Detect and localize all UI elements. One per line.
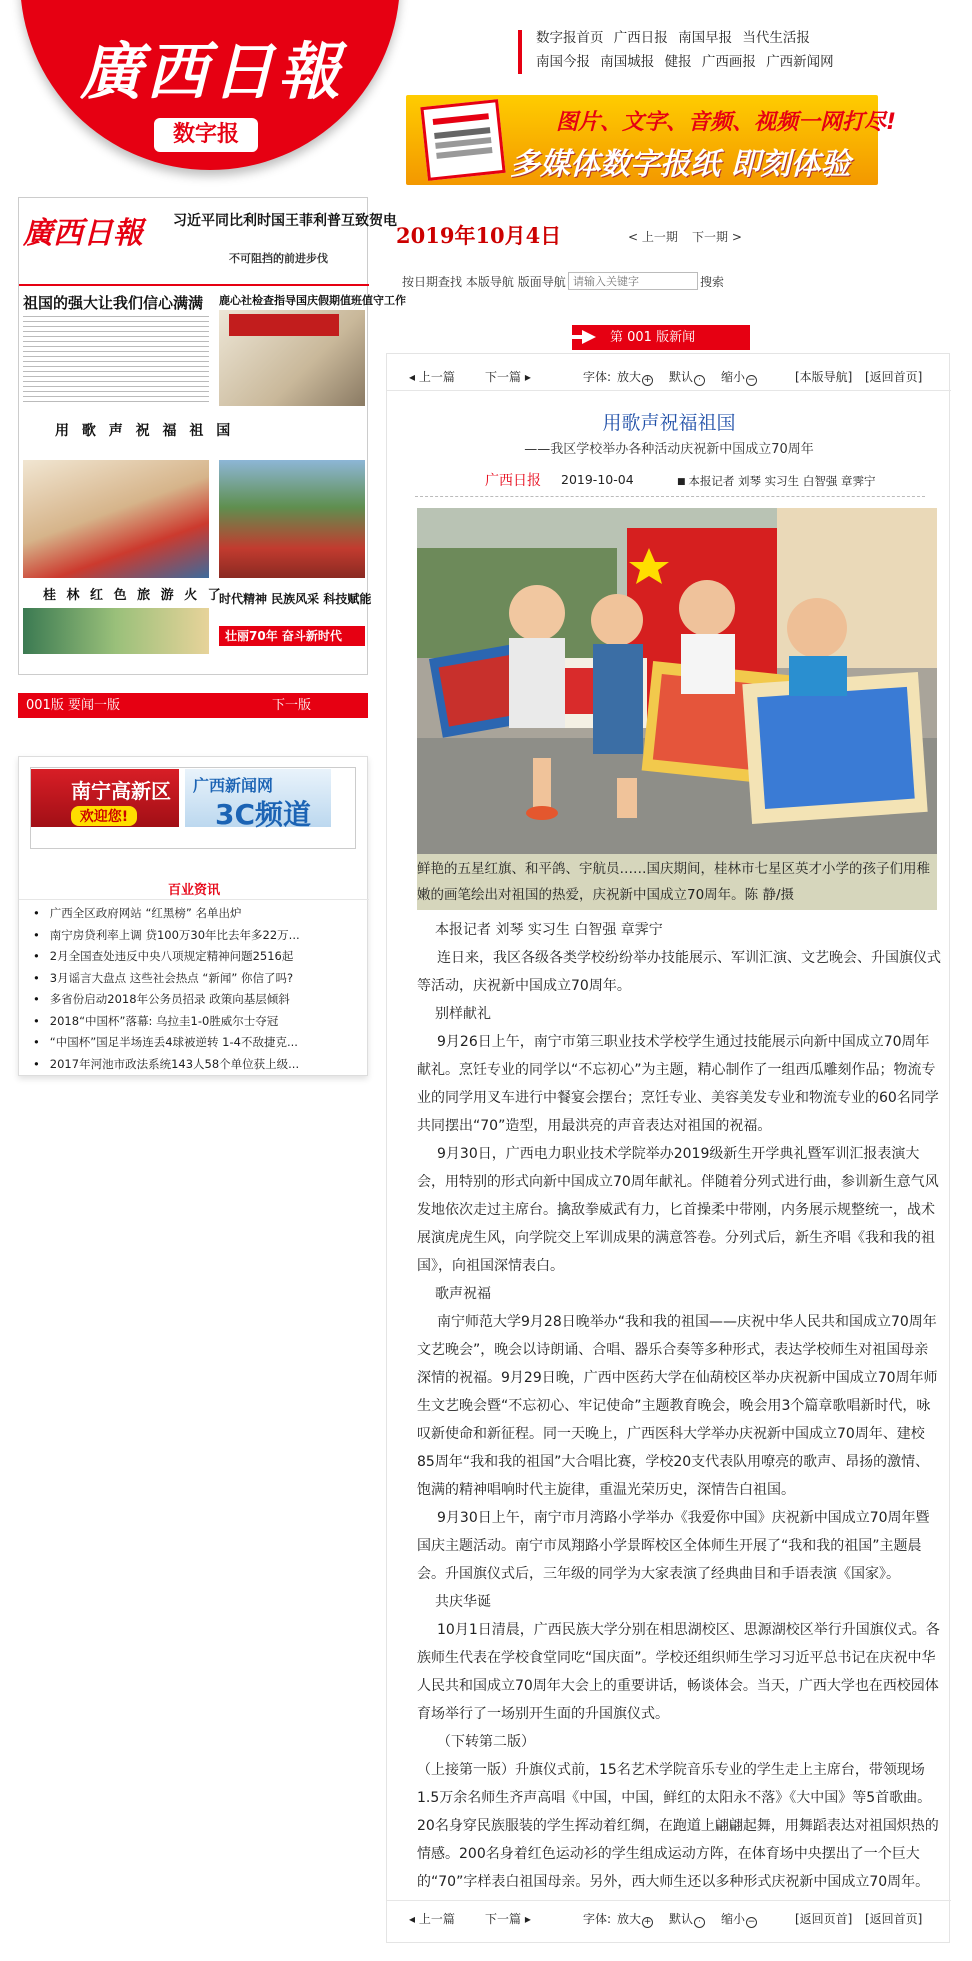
thumb-tags: 时代精神 民族风采 科技赋能 [219,592,372,606]
article-date: 2019-10-04 [561,472,634,487]
section-subheading: 共庆华诞 [435,1594,491,1610]
thumb-feature-title: 用 歌 声 祝 福 祖 国 [55,423,235,439]
font-large-label: 放大 [617,1912,642,1926]
article-panel [386,353,950,1943]
article-paragraph: 10月1日清晨，广西民族大学分别在相思湖校区、思源湖校区举行升国旗仪式。各族师生代表在学校食堂同吃“国庆面”。学校还组织师生学习习近平总书记在庆祝中华人民共和国成立70周年大会上的重要讲话，畅谈体会。当天，广西大学也在西校园体育场举行了一场别开生面的升国旗仪式。 [417,1622,940,1722]
header-links-row-1 [536,26,816,46]
multimedia-banner[interactable] [406,95,897,185]
next-article-label: 下一篇 [485,370,522,384]
gxnews-3c-ad[interactable] [185,769,331,831]
edition-nav-link[interactable]: 本版导航 [465,275,514,289]
article-body [417,916,941,1896]
prev-article-label: 上一篇 [418,1912,455,1926]
thumb-divider [19,284,369,286]
font-large-button[interactable] [617,1910,654,1928]
next-edition-link[interactable]: 下一版 [272,698,312,713]
news-list [33,903,300,1075]
section-subheading: 歌声祝福 [435,1286,491,1302]
newspaper-icon [420,99,505,181]
link-nanguo-today[interactable]: 南国今报 [536,54,590,70]
next-issue-link[interactable]: 下一期 > [692,230,742,244]
edition-nav-button[interactable]: [本版导航] [795,370,853,384]
next-article-button[interactable]: 下一篇 ▸ [485,1912,531,1926]
link-digital-home[interactable]: 数字报首页 [536,30,604,46]
next-article-label: 下一篇 [485,1912,522,1926]
thumb-photo-landscape [23,608,209,654]
photo-caption: 鲜艳的五星红旗、和平鸽、宇航员……国庆期间，桂林市七星区英才小学的孩子们用稚嫩的画笔绘出对祖国的热爱，庆祝新中国成立70周年。陈 静/摄 [417,854,937,910]
font-default-label: 默认 [669,1912,694,1926]
layout-nav-link[interactable]: 版面导航 [517,275,566,289]
site-logo[interactable]: 廣西日報 [79,35,344,108]
site-header [0,0,972,196]
font-small-button[interactable] [721,1910,758,1928]
dot-icon: · [694,375,705,386]
list-item[interactable]: • 2018“中国杯”落幕: 乌拉圭1-0胜威尔士夺冠 [33,1011,300,1033]
article-source: 广西日报 [485,473,541,489]
issue-date: 2019年10月4日 [396,223,562,248]
dot-icon: · [694,1917,705,1928]
list-item[interactable]: • 2017年河池市政法系统143人58个单位获上级... [33,1054,300,1076]
banner-headline: 图片、文字、音频、视频一网打尽! [556,110,897,135]
ad-left-title: 南宁高新区 [71,779,171,803]
font-small-label: 缩小 [721,1912,746,1926]
thumb-footer [18,693,368,718]
digital-edition-badge[interactable]: 数字报 [154,118,258,152]
continued-note: （下转第二版） [437,1734,535,1750]
thumb-main-headline: 祖国的强大让我们信心满满 [23,294,204,312]
thumb-masthead: 廣西日報 [23,216,143,251]
thumb-text-block [23,316,209,406]
header-divider [518,30,522,74]
search-bar [402,273,566,290]
page-tab[interactable] [572,325,750,350]
link-health[interactable]: 健报 [664,54,692,70]
link-guangxi-pictorial[interactable]: 广西画报 [701,54,756,70]
back-top-button[interactable]: [返回页首] [795,1912,853,1926]
link-guangxi-daily[interactable]: 广西日报 [613,30,668,46]
font-label: 字体: [583,1912,612,1926]
article-paragraph: 南宁师范大学9月28日晚举办“我和我的祖国——庆祝中华人民共和国成立70周年文艺晚会”，晚会以诗朗诵、合唱、器乐合奏等多种形式，表达学校师生对祖国母亲深情的祝福。9月29日晚，广西中医药大学在仙葫校区举办庆祝新中国成立70周年师生文艺晚会暨“不忘初心、牢记使命”主题教育晚会，晚会用3个篇章歌唱新时代，咏叹新使命和新征程。同一天晚上，广西医科大学举办庆祝新中国成立70周年、建校85周年“我和我的祖国”大合唱比赛，学校20支代表队用嘹亮的歌声、昂扬的激情、饱满的精神唱响时代主旋律，重温光荣历史，深情告白祖国。 [417,1314,938,1498]
toolbar-divider [387,390,951,391]
back-home-button[interactable]: [返回首页] [865,1912,923,1926]
link-nanguo-morning[interactable]: 南国早报 [678,30,733,46]
thumb-photo-children [23,460,209,578]
front-page-thumbnail[interactable] [18,197,406,675]
font-default-button[interactable] [669,1910,706,1928]
list-item[interactable]: • 南宁房贷利率上调 贷100万30年比去年多22万... [33,925,300,947]
article-toolbar-top [387,364,951,388]
thumb-photo-crowd [219,460,365,578]
toolbar-divider [387,1900,951,1901]
minus-icon: − [747,375,756,385]
next-article-button[interactable]: 下一篇 ▸ [485,370,531,384]
prev-article-button[interactable]: ◂ 上一篇 [409,1912,455,1926]
article-paragraph: 连日来，我区各级各类学校纷纷举办技能展示、军训汇演、文艺晚会、升国旗仪式等活动，庆祝新中国成立70周年。 [417,950,941,994]
arrow-right-icon [582,330,596,344]
list-item[interactable]: • 多省份启动2018年公务员招录 政策向基层倾斜 [33,989,300,1011]
thumb-subheadline: 不可阻挡的前进步伐 [229,252,328,265]
previous-issue-link[interactable]: < 上一期 [628,230,678,244]
prev-article-button[interactable]: ◂ 上一篇 [409,370,455,384]
article-author: ■ 本报记者 刘琴 实习生 白智强 章霁宁 [677,473,876,489]
thumb-anniversary-strip: 壮丽70年 奋斗新时代 [219,626,365,646]
ad-right-sub: 3C频道 [215,798,312,831]
article-photo [417,508,937,854]
font-small-button[interactable] [721,368,758,386]
article-paragraph: 9月26日上午，南宁市第三职业技术学校学生通过技能展示向新中国成立70周年献礼。烹饪专业的同学以“不忘初心”为主题，精心制作了一组西瓜雕刻作品；物流专业的同学用叉车进行中餐宴会摆台；烹饪专业、美容美发专业和物流专业的60名同学共同摆出“70”造型，用最洪亮的声音表达对祖国的祝福。 [417,1034,939,1134]
article-paragraph: （上接第一版）升旗仪式前，15名艺术学院音乐专业的学生走上主席台，带领现场1.5万余名师生齐声高唱《中国，中国，鲜红的太阳永不落》《大中国》等5首歌曲。20名身穿民族服装的学生挥动着红绸，在跑道上翩翩起舞，用舞蹈表达对祖国炽热的情感。200名身着红色运动衫的学生组成运动方阵，在体育场中央摆出了一个巨大的“70”字样表白祖国母亲。另外，西大师生还以多种形式庆祝新中国成立70周年。 [417,1762,939,1890]
list-item[interactable]: • 广西全区政府网站 “红黑榜” 名单出炉 [33,903,300,925]
children-drawings-photo [417,508,937,854]
search-input[interactable] [568,272,698,290]
link-contemporary-life[interactable]: 当代生活报 [742,30,810,46]
ad-right-title: 广西新闻网 [193,776,274,795]
thumb-photo-banner [229,314,339,336]
link-nanguo-city[interactable]: 南国城报 [600,54,655,70]
plus-icon: + [643,375,652,385]
article-subtitle: ——我区学校举办各种活动庆祝新中国成立70周年 [524,442,814,457]
article-paragraph: 本报记者 刘琴 实习生 白智强 章霁宁 [435,922,663,938]
font-label: 字体: [583,370,612,384]
ad-left-sub: 欢迎您! [71,806,137,826]
plus-icon: + [643,1917,652,1927]
back-home-button[interactable]: [返回首页] [865,370,923,384]
article-paragraph: 9月30日上午，南宁市月湾路小学举办《我爱你中国》庆祝新中国成立70周年暨国庆主题活动。南宁市凤翔路小学景晖校区全体师生开展了“我和我的祖国”主题晨会。升国旗仪式后，三年级的同学为大家表演了经典曲目和手语表演《国家》。 [417,1510,930,1582]
banner-slogan: 多媒体数字报纸 即刻体验 [510,147,851,182]
list-item[interactable]: • 3月谣言大盘点 这些社会热点 “新闻” 你信了吗? [33,968,300,990]
header-links-row-2 [536,50,840,70]
font-default-label: 默认 [669,370,694,384]
current-edition-link[interactable]: 001版 要闻一版 [26,698,120,713]
article-paragraph: 9月30日，广西电力职业技术学院举办2019级新生开学典礼暨军训汇报表演大会，用特别的形式向新中国成立70周年献礼。伴随着分列式进行曲，参训新生意气风发地依次走过主席台。擒敌拳威武有力，匕首操柔中带刚，内务展示规整统一，战术展演虎虎生风，向学院交上军训成果的满意答卷。分列式后，新生齐唱《我和我的祖国》，向祖国深情表白。 [417,1146,939,1274]
font-default-button[interactable] [669,368,706,386]
search-button[interactable]: 搜索 [700,275,725,289]
page-tab-label: 第 001 版新闻 [610,330,696,345]
thumb-bottom-title: 桂 林 红 色 旅 游 火 了 [43,588,224,603]
article-toolbar-bottom [387,1906,951,1930]
font-large-label: 放大 [617,370,642,384]
section-subheading: 别样献礼 [435,1006,491,1022]
news-list-heading: 百业资讯 [167,883,220,898]
font-small-label: 缩小 [721,370,746,384]
ad-panel [18,756,368,1076]
thumb-headline: 习近平同比利时国王菲利普互致贺电 [173,213,397,229]
link-gxnews[interactable]: 广西新闻网 [766,54,834,70]
prev-article-label: 上一篇 [418,370,455,384]
byline-divider [415,496,925,497]
list-item[interactable]: • “中国杯”国足半场连丢4球被逆转 1-4不敌捷克... [33,1032,300,1054]
minus-icon: − [747,1917,756,1927]
search-by-date-link[interactable]: 按日期查找 [402,275,463,289]
font-large-button[interactable] [617,368,654,386]
news-list-divider [19,899,369,900]
nanning-hightech-ad[interactable] [31,769,179,827]
list-item[interactable]: • 2月全国查处违反中央八项规定精神问题2516起 [33,946,300,968]
article-title: 用歌声祝福祖国 [602,412,736,434]
thumb-right-headline: 鹿心社检查指导国庆假期值班值守工作 [219,294,406,307]
